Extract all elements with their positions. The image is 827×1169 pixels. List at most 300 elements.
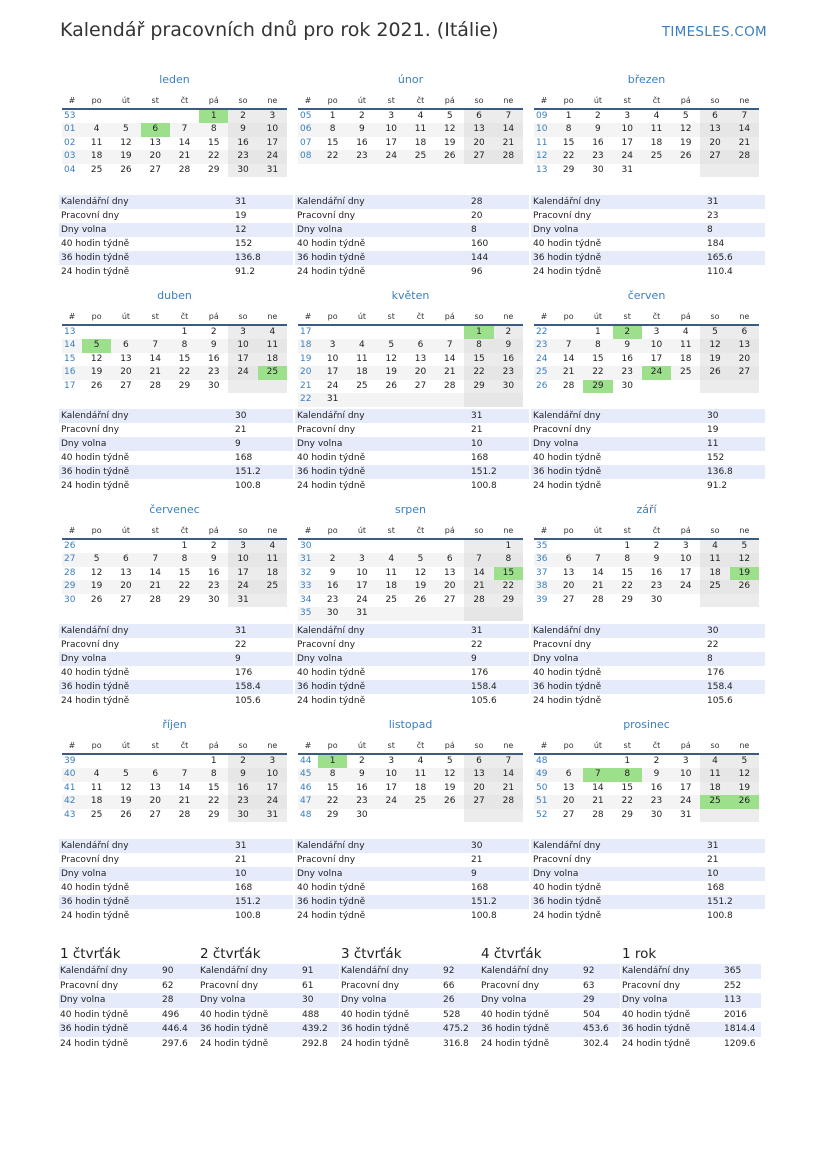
day-cell[interactable]: 10 [228,339,257,353]
day-cell[interactable]: 15 [464,353,493,367]
day-cell[interactable]: 12 [120,137,132,148]
day-cell[interactable]: 31 [258,164,287,178]
day-cell[interactable]: 5 [406,553,435,567]
holiday-day-cell[interactable]: 25 [700,795,729,809]
day-cell[interactable]: 6 [464,754,493,768]
day-cell[interactable]: 13 [562,782,575,793]
day-cell[interactable]: 10 [613,123,642,137]
day-cell[interactable]: 1 [210,756,217,766]
day-cell[interactable]: 19 [444,137,456,148]
day-cell[interactable]: 15 [562,137,575,148]
day-cell[interactable]: 17 [650,353,663,364]
day-cell[interactable]: 27 [120,594,132,605]
day-cell[interactable]: 26 [385,380,397,391]
day-cell[interactable]: 18 [377,580,406,594]
day-cell[interactable]: 21 [435,366,464,380]
day-cell[interactable]: 26 [90,594,103,605]
day-cell[interactable]: 9 [583,123,612,137]
day-cell[interactable]: 17 [318,366,347,380]
day-cell[interactable]: 28 [494,150,523,164]
day-cell[interactable]: 10 [642,339,671,353]
day-cell[interactable]: 21 [141,366,170,380]
day-cell[interactable]: 27 [464,150,493,164]
day-cell[interactable]: 13 [562,567,575,578]
day-cell[interactable]: 20 [435,580,464,594]
day-cell[interactable]: 29 [494,594,523,608]
day-cell[interactable]: 6 [111,553,140,567]
day-cell[interactable]: 16 [650,567,663,578]
day-cell[interactable]: 19 [82,580,111,594]
day-cell[interactable]: 23 [228,795,257,809]
day-cell[interactable]: 30 [650,594,663,605]
day-cell[interactable]: 29 [178,380,191,391]
day-cell[interactable]: 22 [583,366,612,380]
day-cell[interactable]: 4 [347,339,376,353]
day-cell[interactable]: 17 [680,782,692,793]
day-cell[interactable]: 29 [621,594,633,605]
day-cell[interactable]: 2 [653,756,660,766]
day-cell[interactable]: 1 [494,539,523,553]
day-cell[interactable]: 24 [377,795,406,809]
day-cell[interactable]: 19 [680,137,692,148]
day-cell[interactable]: 4 [700,539,729,553]
day-cell[interactable]: 7 [464,553,493,567]
day-cell[interactable]: 11 [642,123,671,137]
day-cell[interactable]: 10 [356,567,368,578]
day-cell[interactable]: 10 [228,553,257,567]
day-cell[interactable]: 28 [178,164,191,175]
day-cell[interactable]: 11 [671,339,700,353]
day-cell[interactable]: 11 [700,768,729,782]
day-cell[interactable]: 8 [318,123,347,137]
day-cell[interactable]: 5 [377,339,406,353]
day-cell[interactable]: 7 [141,553,170,567]
day-cell[interactable]: 7 [170,768,199,782]
day-cell[interactable]: 5 [111,123,140,137]
day-cell[interactable]: 14 [730,123,759,137]
day-cell[interactable]: 23 [642,580,671,594]
day-cell[interactable]: 14 [494,768,523,782]
day-cell[interactable]: 11 [258,553,287,567]
day-cell[interactable]: 10 [671,553,700,567]
day-cell[interactable]: 17 [228,353,257,367]
day-cell[interactable]: 9 [199,339,228,353]
day-cell[interactable]: 5 [446,111,453,121]
day-cell[interactable]: 24 [258,150,287,164]
day-cell[interactable]: 8 [583,339,612,353]
day-cell[interactable]: 10 [671,768,700,782]
day-cell[interactable]: 12 [120,782,132,793]
day-cell[interactable]: 15 [178,567,191,578]
day-cell[interactable]: 3 [653,327,660,337]
day-cell[interactable]: 20 [141,150,170,164]
day-cell[interactable]: 23 [199,580,228,594]
day-cell[interactable]: 2 [228,109,257,123]
day-cell[interactable]: 9 [228,123,257,137]
day-cell[interactable]: 29 [326,809,339,820]
holiday-day-cell[interactable]: 6 [141,123,170,137]
day-cell[interactable]: 10 [326,353,339,364]
day-cell[interactable]: 25 [90,809,103,820]
day-cell[interactable]: 10 [377,123,406,137]
holiday-day-cell[interactable]: 26 [730,795,759,809]
day-cell[interactable]: 22 [170,366,199,380]
day-cell[interactable]: 17 [680,567,692,578]
day-cell[interactable]: 27 [149,164,161,175]
day-cell[interactable]: 8 [199,123,228,137]
day-cell[interactable]: 5 [700,325,729,339]
day-cell[interactable]: 23 [347,795,376,809]
day-cell[interactable]: 23 [347,150,376,164]
day-cell[interactable]: 15 [208,782,220,793]
day-cell[interactable]: 1 [624,756,631,766]
day-cell[interactable]: 19 [377,366,406,380]
day-cell[interactable]: 8 [318,768,347,782]
day-cell[interactable]: 27 [120,380,132,391]
day-cell[interactable]: 5 [730,754,759,768]
day-cell[interactable]: 4 [82,123,111,137]
day-cell[interactable]: 8 [494,553,523,567]
day-cell[interactable]: 14 [178,137,191,148]
day-cell[interactable]: 20 [464,782,493,796]
day-cell[interactable]: 9 [347,768,376,782]
day-cell[interactable]: 25 [671,366,700,380]
day-cell[interactable]: 22 [199,150,228,164]
day-cell[interactable]: 12 [385,353,397,364]
day-cell[interactable]: 30 [592,164,604,175]
day-cell[interactable]: 11 [385,567,397,578]
day-cell[interactable]: 4 [377,553,406,567]
day-cell[interactable]: 18 [700,782,729,796]
day-cell[interactable]: 7 [554,339,583,353]
brand-logo-link[interactable]: TIMESLES.COM [661,24,767,40]
day-cell[interactable]: 22 [464,366,493,380]
day-cell[interactable]: 9 [347,123,376,137]
day-cell[interactable]: 11 [406,768,435,782]
day-cell[interactable]: 29 [178,594,191,605]
day-cell[interactable]: 12 [730,768,759,782]
day-cell[interactable]: 17 [258,782,287,796]
day-cell[interactable]: 23 [494,366,523,380]
day-cell[interactable]: 25 [406,795,435,809]
day-cell[interactable]: 13 [730,339,759,353]
day-cell[interactable]: 1 [565,111,572,121]
day-cell[interactable]: 28 [494,795,523,809]
day-cell[interactable]: 31 [228,594,257,608]
day-cell[interactable]: 25 [700,580,729,594]
day-cell[interactable]: 23 [199,366,228,380]
day-cell[interactable]: 10 [377,768,406,782]
day-cell[interactable]: 28 [592,809,604,820]
day-cell[interactable]: 20 [730,353,759,367]
day-cell[interactable]: 4 [417,756,424,766]
day-cell[interactable]: 20 [111,580,140,594]
holiday-day-cell[interactable]: 7 [583,768,612,782]
day-cell[interactable]: 14 [592,782,604,793]
day-cell[interactable]: 19 [700,353,729,367]
day-cell[interactable]: 13 [700,123,729,137]
day-cell[interactable]: 3 [682,756,689,766]
day-cell[interactable]: 26 [730,580,759,594]
day-cell[interactable]: 7 [583,553,612,567]
day-cell[interactable]: 3 [388,111,395,121]
day-cell[interactable]: 7 [730,109,759,123]
day-cell[interactable]: 15 [326,782,339,793]
day-cell[interactable]: 30 [318,607,347,621]
day-cell[interactable]: 17 [258,137,287,151]
day-cell[interactable]: 3 [682,541,689,551]
day-cell[interactable]: 5 [682,111,689,121]
day-cell[interactable]: 28 [464,594,493,608]
day-cell[interactable]: 24 [228,366,257,380]
day-cell[interactable]: 21 [141,580,170,594]
holiday-day-cell[interactable]: 15 [494,567,523,581]
day-cell[interactable]: 13 [464,123,493,137]
day-cell[interactable]: 7 [494,109,523,123]
holiday-day-cell[interactable]: 29 [583,380,612,394]
day-cell[interactable]: 27 [414,380,427,391]
day-cell[interactable]: 3 [318,339,347,353]
day-cell[interactable]: 16 [228,137,257,151]
day-cell[interactable]: 14 [178,782,191,793]
holiday-day-cell[interactable]: 8 [613,768,642,782]
day-cell[interactable]: 30 [228,809,257,823]
day-cell[interactable]: 20 [554,795,583,809]
day-cell[interactable]: 13 [120,567,132,578]
day-cell[interactable]: 20 [141,795,170,809]
day-cell[interactable]: 6 [111,339,140,353]
day-cell[interactable]: 30 [494,380,523,394]
day-cell[interactable]: 19 [111,150,140,164]
day-cell[interactable]: 24 [671,580,700,594]
day-cell[interactable]: 5 [730,539,759,553]
day-cell[interactable]: 20 [554,580,583,594]
day-cell[interactable]: 9 [329,567,336,578]
day-cell[interactable]: 17 [385,137,397,148]
day-cell[interactable]: 25 [642,150,671,164]
day-cell[interactable]: 4 [258,539,287,553]
day-cell[interactable]: 8 [554,123,583,137]
day-cell[interactable]: 14 [444,353,456,364]
day-cell[interactable]: 6 [554,768,583,782]
day-cell[interactable]: 1 [181,541,188,551]
day-cell[interactable]: 30 [228,164,257,178]
day-cell[interactable]: 3 [624,111,631,121]
holiday-day-cell[interactable]: 19 [730,567,759,581]
day-cell[interactable]: 3 [228,539,257,553]
day-cell[interactable]: 16 [228,782,257,796]
day-cell[interactable]: 14 [562,353,575,364]
holiday-day-cell[interactable]: 2 [613,325,642,339]
day-cell[interactable]: 28 [592,594,604,605]
day-cell[interactable]: 21 [494,137,523,151]
day-cell[interactable]: 30 [650,809,663,820]
day-cell[interactable]: 2 [210,541,217,551]
day-cell[interactable]: 26 [435,150,464,164]
day-cell[interactable]: 14 [149,567,161,578]
day-cell[interactable]: 2 [653,541,660,551]
day-cell[interactable]: 20 [406,366,435,380]
day-cell[interactable]: 3 [258,754,287,768]
day-cell[interactable]: 23 [583,150,612,164]
day-cell[interactable]: 6 [406,339,435,353]
day-cell[interactable]: 14 [149,353,161,364]
day-cell[interactable]: 18 [258,353,287,367]
day-cell[interactable]: 27 [444,594,456,605]
day-cell[interactable]: 24 [326,380,339,391]
day-cell[interactable]: 16 [650,782,663,793]
day-cell[interactable]: 27 [700,150,729,164]
day-cell[interactable]: 22 [199,795,228,809]
day-cell[interactable]: 8 [170,339,199,353]
day-cell[interactable]: 15 [621,782,633,793]
day-cell[interactable]: 7 [170,123,199,137]
day-cell[interactable]: 8 [613,553,642,567]
day-cell[interactable]: 12 [730,553,759,567]
day-cell[interactable]: 18 [347,366,376,380]
day-cell[interactable]: 2 [318,553,347,567]
day-cell[interactable]: 22 [494,580,523,594]
day-cell[interactable]: 4 [417,111,424,121]
day-cell[interactable]: 7 [494,754,523,768]
day-cell[interactable]: 23 [326,594,339,605]
day-cell[interactable]: 18 [258,567,287,581]
day-cell[interactable]: 10 [258,768,287,782]
day-cell[interactable]: 17 [621,137,633,148]
day-cell[interactable]: 26 [435,795,464,809]
day-cell[interactable]: 12 [90,353,103,364]
day-cell[interactable]: 29 [621,809,633,820]
day-cell[interactable]: 1 [181,327,188,337]
day-cell[interactable]: 28 [730,150,759,164]
day-cell[interactable]: 25 [385,594,397,605]
day-cell[interactable]: 21 [554,366,583,380]
day-cell[interactable]: 11 [258,339,287,353]
day-cell[interactable]: 12 [671,123,700,137]
day-cell[interactable]: 2 [359,111,365,121]
day-cell[interactable]: 28 [178,809,191,820]
day-cell[interactable]: 31 [680,809,692,820]
holiday-day-cell[interactable]: 5 [82,339,111,353]
day-cell[interactable]: 16 [208,567,220,578]
day-cell[interactable]: 14 [592,567,604,578]
day-cell[interactable]: 23 [228,150,257,164]
day-cell[interactable]: 26 [671,150,700,164]
holiday-day-cell[interactable]: 24 [642,366,671,380]
day-cell[interactable]: 20 [111,366,140,380]
day-cell[interactable]: 16 [494,353,523,367]
day-cell[interactable]: 22 [170,580,199,594]
day-cell[interactable]: 25 [356,380,368,391]
day-cell[interactable]: 24 [258,795,287,809]
day-cell[interactable]: 11 [700,553,729,567]
day-cell[interactable]: 8 [199,768,228,782]
day-cell[interactable]: 27 [149,809,161,820]
day-cell[interactable]: 24 [671,795,700,809]
day-cell[interactable]: 2 [359,756,365,766]
day-cell[interactable]: 8 [170,553,199,567]
day-cell[interactable]: 21 [170,150,199,164]
day-cell[interactable]: 30 [208,594,220,605]
day-cell[interactable]: 4 [82,768,111,782]
day-cell[interactable]: 28 [562,380,575,391]
day-cell[interactable]: 15 [592,353,604,364]
day-cell[interactable]: 9 [642,553,671,567]
day-cell[interactable]: 18 [414,782,427,793]
day-cell[interactable]: 30 [356,809,368,820]
day-cell[interactable]: 1 [624,541,631,551]
day-cell[interactable]: 7 [141,339,170,353]
day-cell[interactable]: 24 [613,150,642,164]
day-cell[interactable]: 9 [228,768,257,782]
day-cell[interactable]: 14 [464,567,493,581]
day-cell[interactable]: 19 [82,366,111,380]
day-cell[interactable]: 1 [329,111,336,121]
day-cell[interactable]: 30 [621,380,633,391]
day-cell[interactable]: 21 [170,795,199,809]
day-cell[interactable]: 2 [494,325,523,339]
day-cell[interactable]: 14 [494,123,523,137]
day-cell[interactable]: 15 [178,353,191,364]
day-cell[interactable]: 22 [613,580,642,594]
day-cell[interactable]: 20 [700,137,729,151]
day-cell[interactable]: 2 [595,111,601,121]
day-cell[interactable]: 28 [149,380,161,391]
day-cell[interactable]: 7 [435,339,464,353]
day-cell[interactable]: 12 [435,123,464,137]
day-cell[interactable]: 5 [446,756,453,766]
day-cell[interactable]: 11 [90,782,103,793]
day-cell[interactable]: 24 [228,580,257,594]
day-cell[interactable]: 26 [120,809,132,820]
day-cell[interactable]: 10 [258,123,287,137]
day-cell[interactable]: 12 [700,339,729,353]
day-cell[interactable]: 12 [90,567,103,578]
day-cell[interactable]: 18 [414,137,427,148]
day-cell[interactable]: 16 [592,137,604,148]
day-cell[interactable]: 6 [141,768,170,782]
day-cell[interactable]: 15 [326,137,339,148]
day-cell[interactable]: 16 [356,782,368,793]
day-cell[interactable]: 26 [120,164,132,175]
day-cell[interactable]: 29 [208,809,220,820]
day-cell[interactable]: 16 [356,137,368,148]
day-cell[interactable]: 4 [653,111,660,121]
day-cell[interactable]: 5 [82,553,111,567]
day-cell[interactable]: 21 [464,580,493,594]
day-cell[interactable]: 9 [199,553,228,567]
day-cell[interactable]: 22 [318,795,347,809]
day-cell[interactable]: 21 [494,782,523,796]
day-cell[interactable]: 18 [680,353,692,364]
day-cell[interactable]: 19 [111,795,140,809]
day-cell[interactable]: 17 [347,580,376,594]
day-cell[interactable]: 6 [700,109,729,123]
day-cell[interactable]: 22 [613,795,642,809]
day-cell[interactable]: 26 [700,366,729,380]
day-cell[interactable]: 13 [149,782,161,793]
day-cell[interactable]: 24 [377,150,406,164]
day-cell[interactable]: 31 [258,809,287,823]
day-cell[interactable]: 22 [318,150,347,164]
day-cell[interactable]: 23 [642,795,671,809]
day-cell[interactable]: 31 [621,164,633,175]
day-cell[interactable]: 2 [228,754,257,768]
day-cell[interactable]: 19 [444,782,456,793]
holiday-day-cell[interactable]: 1 [199,109,228,123]
day-cell[interactable]: 18 [700,567,729,581]
day-cell[interactable]: 11 [406,123,435,137]
